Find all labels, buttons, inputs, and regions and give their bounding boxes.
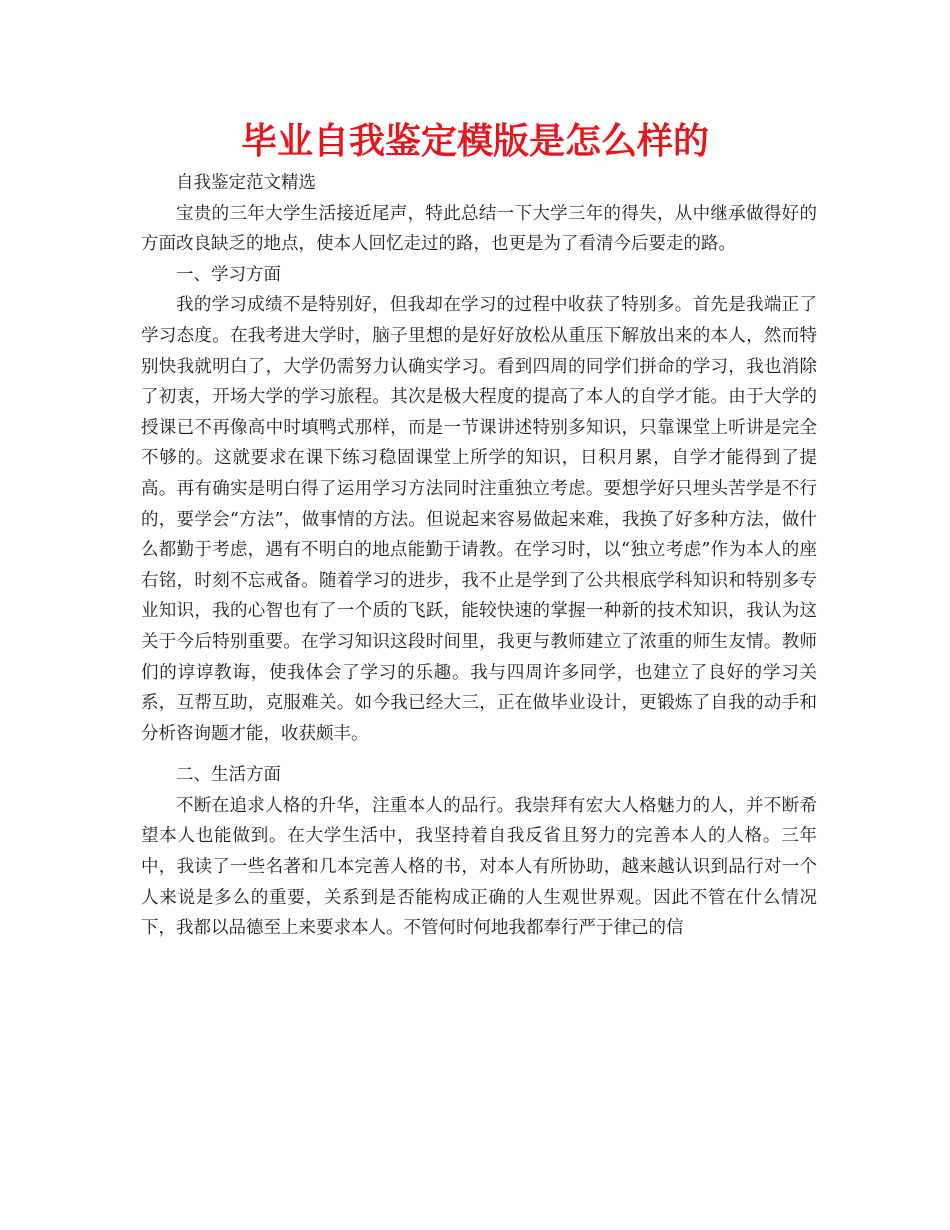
paragraph-subtitle: 自我鉴定范文精选 — [176, 173, 316, 193]
paragraph-intro: 宝贵的三年大学生活接近尾声，特此总结一下大学三年的得失，从中继承做得好的方面改良缺乏的地点，使本人回忆走过的路，也更是为了看清今后要走的路。 — [141, 203, 817, 255]
section-heading-study: 一、学习方面 — [176, 264, 281, 285]
document-title: 毕业自我鉴定模版是怎么样的 — [240, 121, 709, 162]
section-heading-life: 二、生活方面 — [176, 765, 281, 786]
document-body — [141, 168, 817, 944]
paragraph-life: 不断在追求人格的升华，注重本人的品行。我崇拜有宏大人格魅力的人，并不断希望本人也能做到。在大学生活中，我坚持着自我反省且努力的完善本人的人格。三年中，我读了一些名著和几本完善人格的书，对本人有所协助，越来越认识到品行对一个人来说是多么的重要，关系到是否能构成正确的人生观世界观。因此不管在什么情况下，我都以品德至上来要求本人。不管何时何地我都奉行严于律己的信 — [141, 795, 817, 939]
paragraph-study: 我的学习成绩不是特别好，但我却在学习的过程中收获了特别多。首先是我端正了学习态度。在我考进大学时，脑子里想的是好好放松从重压下解放出来的本人，然而特别快我就明白了，大学仍需努力认确实学习。看到四周的同学们拼命的学习，我也消除了初衷，开场大学的学习旅程。其次是极大程度的提高了本人的自学才能。由于大学的授课已不再像高中时填鸭式那样，而是一节课讲述特别多知识，只靠课堂上听讲是完全不够的。这就要求在课下练习稳固课堂上所学的知识，日积月累，自学才能得到了提高。再有确实是明白得了运用学习方法同时注重独立考虑。要想学好只埋头苦学是不行的，要学会“方法”，做事情的方法。但说起来容易做起来难，我换了好多种方法，做什么都勤于考虑，遇有不明白的地点能勤于请教。在学习时，以“独立考虑”作为本人的座右铭，时刻不忘戒备。随着学习的进步，我不止是学到了公共根底学科知识和特别多专业知识，我的心智也有了一个质的飞跃，能较快速的掌握一种新的技术知识，我认为这关于今后特别重要。在学习知识这段时间里，我更与教师建立了浓重的师生友情。教师们的谆谆教诲，使我体会了学习的乐趣。我与四周许多同学，也建立了良好的学习关系，互帮互助，克服难关。如今我已经大三，正在做毕业设计，更锻炼了自我的动手和分析咨询题才能，收获颇丰。 — [141, 295, 817, 744]
